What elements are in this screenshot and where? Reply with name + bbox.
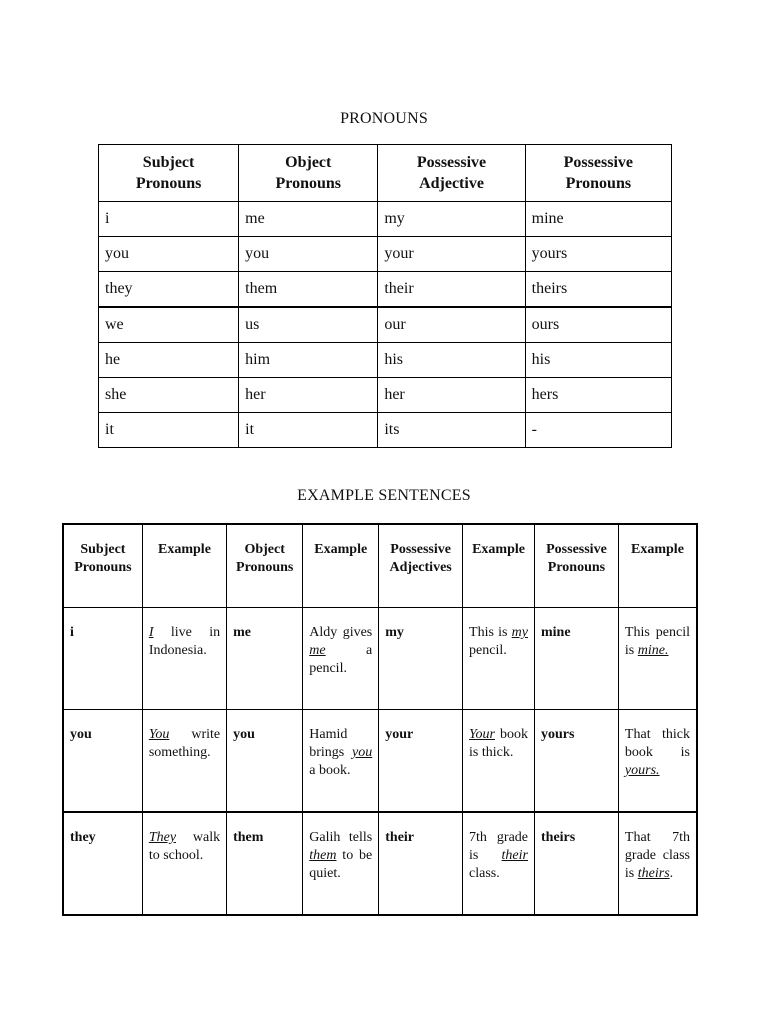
table-row [99,237,672,272]
possessive-adjective: their [379,812,463,915]
table-cell: they [99,272,239,308]
object-pronoun: you [227,710,303,813]
header-example: Example [618,524,697,608]
table-row [99,343,672,378]
table-row [63,812,697,915]
header-example: Example [303,524,379,608]
table-cell: it [99,413,239,448]
header-subject-pronouns: Subject Pronouns [99,145,239,202]
header-possessive-pronouns: Possessive Pronouns [525,145,671,202]
header-example: Example [142,524,226,608]
pronoun-example: This pencil is mine. [618,608,697,710]
object-pronoun: them [227,812,303,915]
pronouns-table [98,144,672,448]
adjective-example: Your book is thick. [463,710,535,813]
subject-example: I live in Indonesia. [142,608,226,710]
table-row [99,272,672,308]
table-row [99,378,672,413]
table-cell: hers [525,378,671,413]
pronouns-header-row [99,145,672,202]
table-cell: them [239,272,378,308]
table-cell: her [239,378,378,413]
table-cell: we [99,307,239,343]
object-example: Galih tells them to be quiet. [303,812,379,915]
table-cell: your [378,237,525,272]
table-cell: their [378,272,525,308]
table-cell: it [239,413,378,448]
possessive-adjective: my [379,608,463,710]
pronouns-title: PRONOUNS [340,110,428,127]
table-row [99,307,672,343]
examples-table [62,523,698,916]
examples-header-row [63,524,697,608]
table-cell: her [378,378,525,413]
table-cell: i [99,202,239,237]
table-cell: he [99,343,239,378]
subject-pronoun: you [63,710,142,813]
adjective-example: 7th grade is their class. [463,812,535,915]
table-cell: me [239,202,378,237]
table-cell: him [239,343,378,378]
pronoun-example: That thick book is yours. [618,710,697,813]
table-cell: us [239,307,378,343]
object-pronoun: me [227,608,303,710]
subject-example: You write something. [142,710,226,813]
possessive-pronoun: mine [535,608,619,710]
table-cell: yours [525,237,671,272]
table-cell: its [378,413,525,448]
table-cell: she [99,378,239,413]
object-example: Hamid brings you a book. [303,710,379,813]
table-cell: theirs [525,272,671,308]
header-object-pronouns: Object Pronouns [227,524,303,608]
table-cell: ours [525,307,671,343]
header-example: Example [463,524,535,608]
table-cell: his [525,343,671,378]
possessive-pronoun: yours [535,710,619,813]
table-cell: you [239,237,378,272]
table-cell: you [99,237,239,272]
header-object-pronouns: Object Pronouns [239,145,378,202]
table-row [63,710,697,813]
table-cell: my [378,202,525,237]
adjective-example: This is my pencil. [463,608,535,710]
pronoun-example: That 7th grade class is theirs. [618,812,697,915]
table-cell: - [525,413,671,448]
table-row [99,202,672,237]
table-cell: our [378,307,525,343]
subject-pronoun: i [63,608,142,710]
header-possessive-adjectives: Possessive Adjectives [379,524,463,608]
header-subject-pronouns: Subject Pronouns [63,524,142,608]
possessive-pronoun: theirs [535,812,619,915]
subject-pronoun: they [63,812,142,915]
table-row [63,608,697,710]
subject-example: They walk to school. [142,812,226,915]
table-cell: mine [525,202,671,237]
header-possessive-pronouns: Possessive Pronouns [535,524,619,608]
table-cell: his [378,343,525,378]
object-example: Aldy gives me a pencil. [303,608,379,710]
possessive-adjective: your [379,710,463,813]
header-possessive-adjective: Possessive Adjective [378,145,525,202]
examples-title: EXAMPLE SENTENCES [297,487,471,504]
table-row [99,413,672,448]
